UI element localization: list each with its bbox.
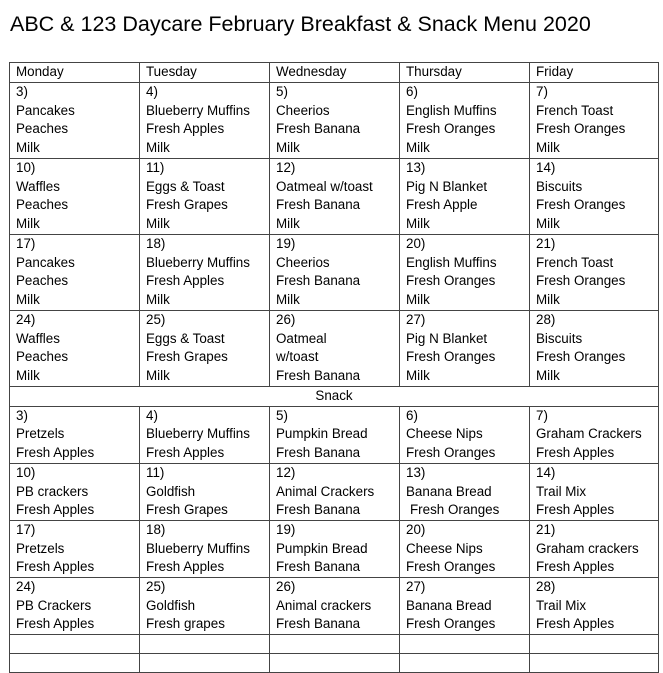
menu-item: Blueberry Muffins: [146, 254, 250, 270]
breakfast-week-row: [10, 235, 659, 311]
breakfast-cell: [530, 83, 659, 159]
date-label: 26): [276, 312, 296, 327]
menu-item: w/toast: [276, 349, 319, 365]
breakfast-week-row: [10, 311, 659, 387]
menu-item: Animal Crackers: [276, 483, 375, 499]
empty-cell: [10, 654, 140, 673]
menu-item: Fresh Banana: [276, 445, 361, 461]
menu-item: Milk: [276, 140, 300, 156]
menu-item: Milk: [146, 368, 170, 384]
menu-item: Cheese Nips: [406, 540, 483, 556]
breakfast-cell: [400, 311, 530, 387]
menu-item: Pancakes: [16, 102, 75, 118]
snack-cell: [10, 406, 140, 463]
snack-cell: [10, 578, 140, 635]
menu-item: Pig N Blanket: [406, 178, 488, 194]
date-label: 17): [16, 521, 36, 537]
date-label: 18): [146, 521, 166, 537]
date-label: 7): [536, 407, 548, 423]
menu-item: Banana Bread: [406, 483, 492, 499]
menu-item: Waffles: [16, 178, 60, 194]
menu-item: Milk: [406, 140, 430, 156]
menu-item: Peaches: [16, 273, 69, 289]
date-label: 27): [406, 579, 426, 595]
menu-item: Pumpkin Bread: [276, 426, 368, 442]
breakfast-cell: [530, 311, 659, 387]
menu-item: Fresh Oranges: [536, 197, 626, 213]
snack-cell: [400, 578, 530, 635]
date-label: 6): [406, 84, 418, 99]
snack-week-row: [10, 406, 659, 463]
snack-cell: [530, 463, 659, 520]
menu-item: Fresh Grapes: [146, 502, 228, 518]
day-header: Thursday: [400, 63, 530, 83]
breakfast-cell: [530, 235, 659, 311]
snack-cell: [10, 463, 140, 520]
menu-item: Banana Bread: [406, 597, 492, 613]
menu-item: Fresh Oranges: [406, 349, 496, 365]
snack-header-row: [10, 387, 659, 407]
empty-cell: [400, 635, 530, 654]
date-label: 7): [536, 84, 548, 99]
menu-item: Fresh Oranges: [406, 273, 496, 289]
menu-item: Milk: [16, 140, 40, 156]
menu-item: Blueberry Muffins: [146, 102, 250, 118]
menu-item: Milk: [406, 368, 430, 384]
menu-item: Milk: [146, 292, 170, 308]
menu-item: Cheerios: [276, 254, 330, 270]
menu-item: English Muffins: [406, 102, 497, 118]
empty-cell: [140, 635, 270, 654]
date-label: 19): [276, 521, 296, 537]
menu-table: [9, 62, 659, 673]
date-label: 10): [16, 160, 36, 175]
menu-item: Fresh Apple: [406, 197, 478, 213]
day-header: Friday: [530, 63, 659, 83]
breakfast-cell: [10, 235, 140, 311]
date-label: 27): [406, 312, 426, 327]
menu-item: Fresh Oranges: [536, 273, 626, 289]
date-label: 18): [146, 236, 166, 251]
date-label: 14): [536, 160, 556, 175]
menu-item: Goldfish: [146, 483, 196, 499]
snack-week-row: [10, 578, 659, 635]
snack-week-row: [10, 463, 659, 520]
date-label: 21): [536, 236, 556, 251]
breakfast-week-row: [10, 83, 659, 159]
menu-item: Fresh Banana: [276, 121, 361, 137]
snack-cell: [140, 578, 270, 635]
menu-item: Pig N Blanket: [406, 330, 488, 346]
breakfast-cell: [140, 311, 270, 387]
breakfast-cell: [270, 311, 400, 387]
menu-item: Graham Crackers: [536, 426, 642, 442]
menu-item: Blueberry Muffins: [146, 426, 250, 442]
empty-row: [10, 654, 659, 673]
menu-item: Fresh Oranges: [536, 121, 626, 137]
menu-item: French Toast: [536, 102, 614, 118]
date-label: 10): [16, 464, 36, 480]
menu-item: Pretzels: [16, 540, 65, 556]
menu-item: Fresh Apples: [536, 559, 615, 575]
menu-item: PB Crackers: [16, 597, 92, 613]
menu-item: Milk: [276, 216, 300, 232]
date-label: 28): [536, 579, 556, 595]
snack-cell: [400, 406, 530, 463]
snack-cell: [530, 520, 659, 577]
empty-cell: [530, 635, 659, 654]
day-header: Tuesday: [140, 63, 270, 83]
snack-cell: [270, 406, 400, 463]
empty-cell: [10, 635, 140, 654]
snack-cell: [530, 578, 659, 635]
date-label: 13): [406, 464, 426, 480]
menu-item: Milk: [16, 292, 40, 308]
menu-item: Oatmeal: [276, 330, 327, 346]
breakfast-cell: [10, 159, 140, 235]
menu-item: Fresh Oranges: [406, 121, 496, 137]
menu-item: Pancakes: [16, 254, 75, 270]
date-label: 3): [16, 407, 28, 423]
empty-cell: [270, 635, 400, 654]
menu-item: Milk: [406, 292, 430, 308]
snack-cell: [400, 463, 530, 520]
date-label: 12): [276, 160, 296, 175]
menu-item: Eggs & Toast: [146, 178, 225, 194]
menu-item: Milk: [16, 216, 40, 232]
date-label: 5): [276, 84, 288, 99]
menu-item: Milk: [406, 216, 430, 232]
menu-item: Trail Mix: [536, 483, 587, 499]
breakfast-week-row: [10, 159, 659, 235]
day-header: Monday: [10, 63, 140, 83]
date-label: 4): [146, 407, 158, 423]
breakfast-cell: [10, 83, 140, 159]
date-label: 20): [406, 521, 426, 537]
date-label: 26): [276, 579, 296, 595]
menu-item: Trail Mix: [536, 597, 587, 613]
menu-item: English Muffins: [406, 254, 497, 270]
breakfast-cell: [270, 235, 400, 311]
date-label: 6): [406, 407, 418, 423]
menu-item: Fresh Apples: [146, 121, 225, 137]
breakfast-cell: [140, 159, 270, 235]
snack-cell: [270, 578, 400, 635]
date-label: 19): [276, 236, 296, 251]
date-label: 25): [146, 579, 166, 595]
menu-item: Fresh grapes: [146, 616, 225, 632]
menu-item: Milk: [536, 368, 560, 384]
menu-item: Fresh Apples: [536, 502, 615, 518]
menu-item: Fresh Banana: [276, 559, 361, 575]
menu-item: French Toast: [536, 254, 614, 270]
menu-item: Milk: [146, 140, 170, 156]
menu-item: Biscuits: [536, 178, 583, 194]
menu-item: Peaches: [16, 197, 69, 213]
snack-section-label: Snack: [10, 387, 659, 407]
date-label: 13): [406, 160, 426, 175]
menu-item: Fresh Apples: [16, 445, 95, 461]
menu-item: Graham crackers: [536, 540, 639, 556]
date-label: 11): [146, 464, 165, 480]
date-label: 24): [16, 312, 36, 327]
menu-item: Milk: [146, 216, 170, 232]
breakfast-cell: [400, 83, 530, 159]
menu-item: Peaches: [16, 349, 69, 365]
menu-item: Fresh Grapes: [146, 197, 228, 213]
breakfast-cell: [400, 235, 530, 311]
snack-cell: [270, 520, 400, 577]
empty-row: [10, 635, 659, 654]
menu-item: Milk: [536, 216, 560, 232]
menu-item: Biscuits: [536, 330, 583, 346]
breakfast-cell: [270, 159, 400, 235]
breakfast-cell: [140, 83, 270, 159]
breakfast-cell: [270, 83, 400, 159]
menu-item: Fresh Banana: [276, 616, 361, 632]
menu-item: Fresh Apples: [16, 502, 95, 518]
breakfast-cell: [400, 159, 530, 235]
menu-item: Oatmeal w/toast: [276, 178, 373, 194]
menu-item: Fresh Oranges: [410, 502, 500, 518]
menu-item: Goldfish: [146, 597, 196, 613]
date-label: 20): [406, 236, 426, 251]
menu-item: Milk: [536, 140, 560, 156]
date-label: 12): [276, 464, 296, 480]
snack-cell: [530, 406, 659, 463]
date-label: 25): [146, 312, 166, 327]
date-label: 17): [16, 236, 36, 251]
menu-item: Fresh Apples: [146, 559, 225, 575]
menu-item: Fresh Grapes: [146, 349, 228, 365]
menu-item: Milk: [536, 292, 560, 308]
date-label: 3): [16, 84, 28, 99]
menu-item: Fresh Apples: [16, 616, 95, 632]
breakfast-cell: [530, 159, 659, 235]
snack-cell: [270, 463, 400, 520]
menu-item: Fresh Banana: [276, 368, 361, 384]
day-header: Wednesday: [270, 63, 400, 83]
snack-cell: [400, 520, 530, 577]
menu-item: Fresh Banana: [276, 273, 361, 289]
menu-item: Animal crackers: [276, 597, 372, 613]
menu-item: Cheerios: [276, 102, 330, 118]
menu-item: Milk: [16, 368, 40, 384]
menu-item: Pumpkin Bread: [276, 540, 368, 556]
menu-item: Fresh Banana: [276, 502, 361, 518]
date-label: 28): [536, 312, 556, 327]
date-label: 21): [536, 521, 556, 537]
snack-cell: [140, 406, 270, 463]
date-label: 5): [276, 407, 288, 423]
page-title: ABC & 123 Daycare February Breakfast & Snack Menu 2020: [10, 12, 591, 36]
empty-cell: [270, 654, 400, 673]
date-label: 11): [146, 160, 165, 175]
breakfast-cell: [140, 235, 270, 311]
menu-item: Fresh Apples: [536, 445, 615, 461]
menu-item: Eggs & Toast: [146, 330, 225, 346]
menu-item: Fresh Apples: [536, 616, 615, 632]
menu-item: Fresh Oranges: [406, 616, 496, 632]
date-label: 4): [146, 84, 158, 99]
menu-item: Fresh Oranges: [406, 445, 496, 461]
empty-cell: [530, 654, 659, 673]
menu-item: PB crackers: [16, 483, 89, 499]
day-header-row: [10, 63, 659, 83]
menu-item: Milk: [276, 292, 300, 308]
menu-item: Fresh Banana: [276, 197, 361, 213]
menu-item: Fresh Oranges: [536, 349, 626, 365]
menu-item: Waffles: [16, 330, 60, 346]
snack-cell: [140, 463, 270, 520]
snack-cell: [10, 520, 140, 577]
menu-item: Peaches: [16, 121, 69, 137]
breakfast-cell: [10, 311, 140, 387]
menu-item: Fresh Apples: [146, 273, 225, 289]
date-label: 14): [536, 464, 556, 480]
menu-item: Fresh Apples: [16, 559, 95, 575]
date-label: 24): [16, 579, 36, 595]
empty-cell: [140, 654, 270, 673]
menu-item: Fresh Apples: [146, 445, 225, 461]
menu-item: Fresh Oranges: [406, 559, 496, 575]
snack-cell: [140, 520, 270, 577]
menu-item: Cheese Nips: [406, 426, 483, 442]
empty-cell: [400, 654, 530, 673]
menu-item: Blueberry Muffins: [146, 540, 250, 556]
menu-item: Pretzels: [16, 426, 65, 442]
snack-week-row: [10, 520, 659, 577]
